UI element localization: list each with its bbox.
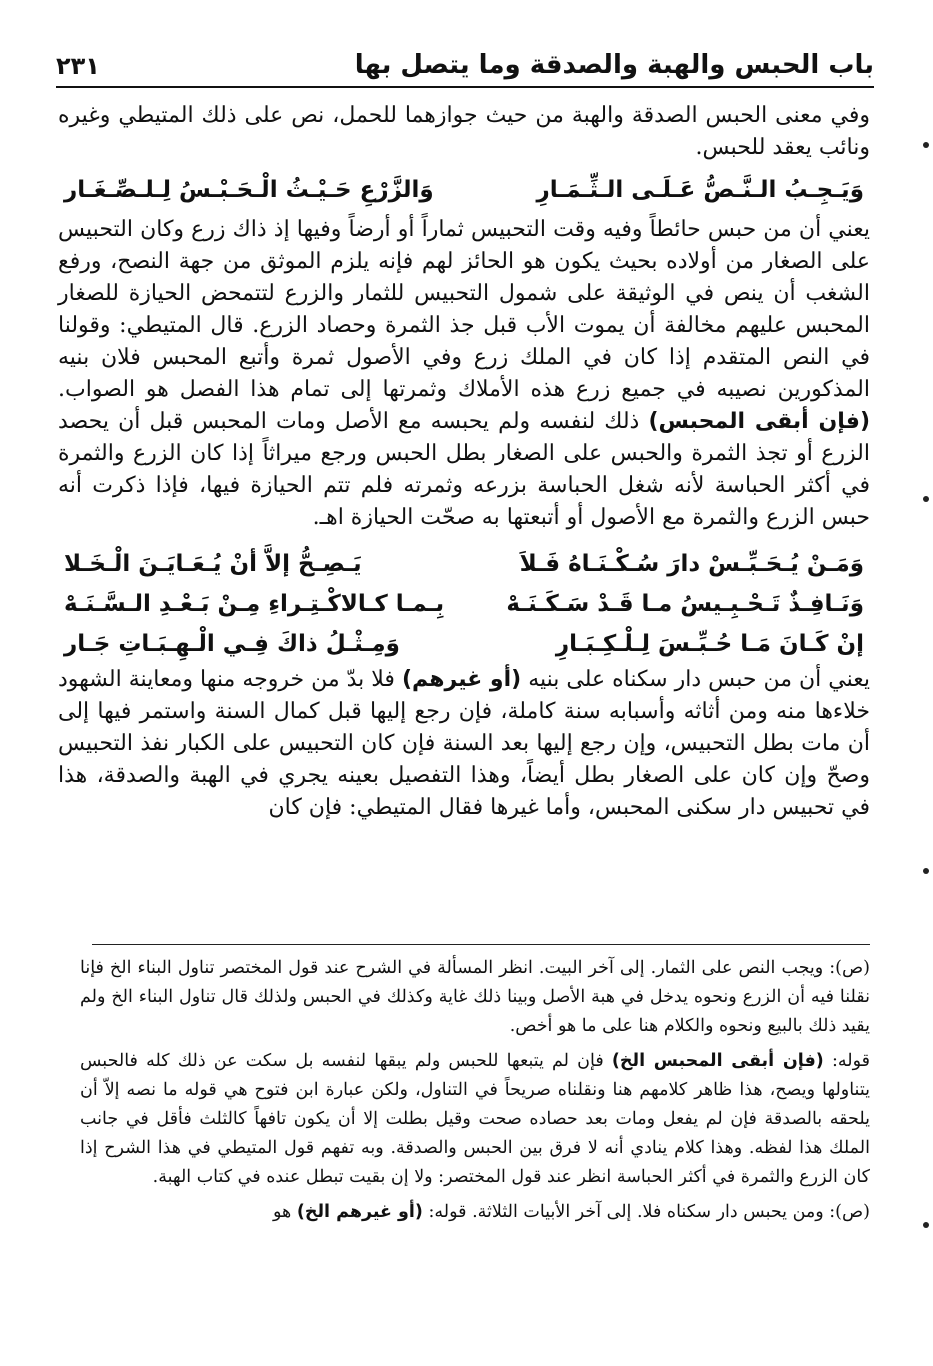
- bold-quote: (أو غيرهم): [401, 667, 522, 692]
- commentary-text: يعني أن من حبس حائطاً وفيه وقت التحبيس ثماراً أو أرضاً وفيها إذ ذاك زرع وكان التحبيس على الصغار من أولاده بحيث يكون هو الحائز لهم فإنه يلزم الموثق من جهة النصح، ورفع الشغب أن ينص في الوثيقة على شمول التحبيس للثمار والزرع لتتمحض الحيازة للصغار المحبس عليهم مخالفة أن يموت الأب قبل جذ الثمرة وحصاد الزرع. قال المتيطي: وقولنا في النص المتقدم إذا كان في الملك زرع وفي الأصول ثمرة وأتبع المحبس فلان بنيه المذكورين نصيبه في جميع زرع هذه الأملاك وثمرتها إلى تمام هذا الفصل هو الصواب.: [58, 217, 870, 402]
- verse-second-hemistich: بِـمـا كـالاكْـتِـراءِ مِـنْ بَـعْـدِ الـسَّـنَـهْ: [64, 591, 445, 617]
- running-header: [56, 46, 874, 88]
- verse-second-hemistich: وَمِـثْـلُ ذاكَ فِـي الْـهِـبَـاتِ جَـار: [64, 631, 400, 657]
- verse-first-hemistich: إنْ كَـانَ مَـا حُـبِّـسَ لِـلْـكِـبَـارِ: [555, 631, 864, 657]
- verse-line: [58, 584, 870, 624]
- footnotes: [80, 954, 870, 1233]
- verse-line: [58, 544, 870, 584]
- footnote-text: فإن لم يتبعها للحبس ولم يبقها لنفسه بل سكت عن ذلك كله فالحبس يتناولها ويصح، هذا ظاهر كلامهم هنا ونقلناه صريحاً في التناول، ولكن عبارة ابن فتوح هي قوله ما نصه إلاّ أن يلحقه بالصدقة فإن لم يفعل ومات بعد حصاده صحت وقيل بطلت إلا أن يكون تافهاً كالثلث فأقل في جانب الملك هذا لفظه. وهذا كلام ينادي أنه لا فرق بين الحبس والصدقة. وبه تفهم قول المتيطي في هذا الشرح إذا كان الزرع والثمرة في أكثر الحباسة انظر عند قول المختصر: ولا إن بقيت تبطل عنده في كتاب الهبة.: [80, 1051, 870, 1187]
- page-number: ٢٣١: [56, 52, 100, 80]
- footnote-text: قوله:: [831, 1051, 870, 1071]
- footnote: [80, 1198, 870, 1227]
- chapter-title: باب الحبس والهبة والصدقة وما يتصل بها: [354, 50, 874, 80]
- margin-dot: [923, 1222, 929, 1228]
- bold-quote: (فإن أبقى المحبس الخ): [611, 1051, 824, 1071]
- footnote-text: (ص): ومن يحبس دار سكناه فلا. إلى آخر الأبيات الثلاثة. قوله:: [428, 1202, 870, 1222]
- bold-quote: (فإن أبقى المحبس): [648, 409, 871, 434]
- commentary-text: يعني أن من حبس دار سكناه على بنيه: [528, 667, 870, 692]
- margin-dot: [923, 868, 929, 874]
- verse-second-hemistich: يَـصِـحُّ إلاَّ أنْ يُـعَـايَـنَ الْـخَـلا: [64, 551, 362, 577]
- margin-dot: [923, 142, 929, 148]
- bold-quote: (أو غيرهم الخ): [296, 1202, 423, 1222]
- footnote: [80, 1047, 870, 1192]
- verse-block: [58, 544, 870, 664]
- footnote-divider: [92, 944, 870, 945]
- footnote-text: هو: [272, 1202, 292, 1222]
- commentary-text: فلا بدّ من خروجه منها ومعاينة الشهود خلاءها منه ومن أثاثه وأسبابه سنة كاملة، فإن رجع إليها قبل كمال السنة واستمر فيها إلى أن مات بطل التحبيس، وإن رجع إليها بعد السنة فإن كان التحبيس على الكبار نفذ التحبيس وصحّ وإن كان على الصغار بطل أيضاً، وهذا التفصيل بعينه يجري في الهبة والصدقة، هذا في تحبيس دار سكنى المحبس، وأما غيرها فقال المتيطي: فإن كان: [58, 667, 870, 820]
- verse-first-hemistich: وَنَـافِـذٌ تَـحْـبِـيسُ مـا قَـدْ سَـكَـنَـهْ: [506, 591, 864, 617]
- commentary-paragraph: [58, 664, 870, 824]
- verse-first-hemistich: وَيَـجِـبُ الـنَّـصُّ عَـلَـى الـثِّـمَـارِ: [536, 177, 864, 203]
- main-text: [58, 100, 870, 824]
- footnote: (ص): ويجب النص على الثمار. إلى آخر البيت. انظر المسألة في الشرح عند قول المختصر تناول البناء الخ فإنا نقلنا فيه أن الزرع ونحوه يدخل في هبة الأصل وبينا ذلك غاية وكذلك في الحبس ولذلك قال تناول البناء الخ ولم يقيد ذلك بالبيع ونحوه والكلام هنا على ما هو أخص.: [80, 958, 870, 1036]
- intro-paragraph: وفي معنى الحبس الصدقة والهبة من حيث جوازهما للحمل، نص على ذلك المتيطي وغيره ونائب يعقد للحبس.: [58, 103, 870, 160]
- commentary-text: ذلك لنفسه ولم يحبسه مع الأصل ومات المحبس قبل أن يحصد الزرع أو تجذ الثمرة والحبس على الصغار بطل الحبس ورجع ميراثاً إذا كان الزرع والثمرة في أكثر الحباسة لأنه شغل الحباسة بزرعه وثمرته فلم تتم الحيازة فيها، فإذا ذكرت أنه حبس الزرع والثمرة مع الأصول أو أتبعتها به صحّت الحيازة اهـ.: [58, 409, 870, 530]
- verse-second-hemistich: وَالزَّرْعِ حَـيْـثُ الْـحَـبْـسُ لِـلـصِّـغَـار: [64, 177, 434, 203]
- verse-line: [58, 170, 870, 210]
- verse-first-hemistich: وَمَـنْ يُـحَـبِّـسْ دارَ سُـكْـنَـاهُ فَـلاَ: [519, 551, 864, 577]
- margin-dot: [923, 496, 929, 502]
- commentary-paragraph: [58, 214, 870, 534]
- verse-line: [58, 624, 870, 664]
